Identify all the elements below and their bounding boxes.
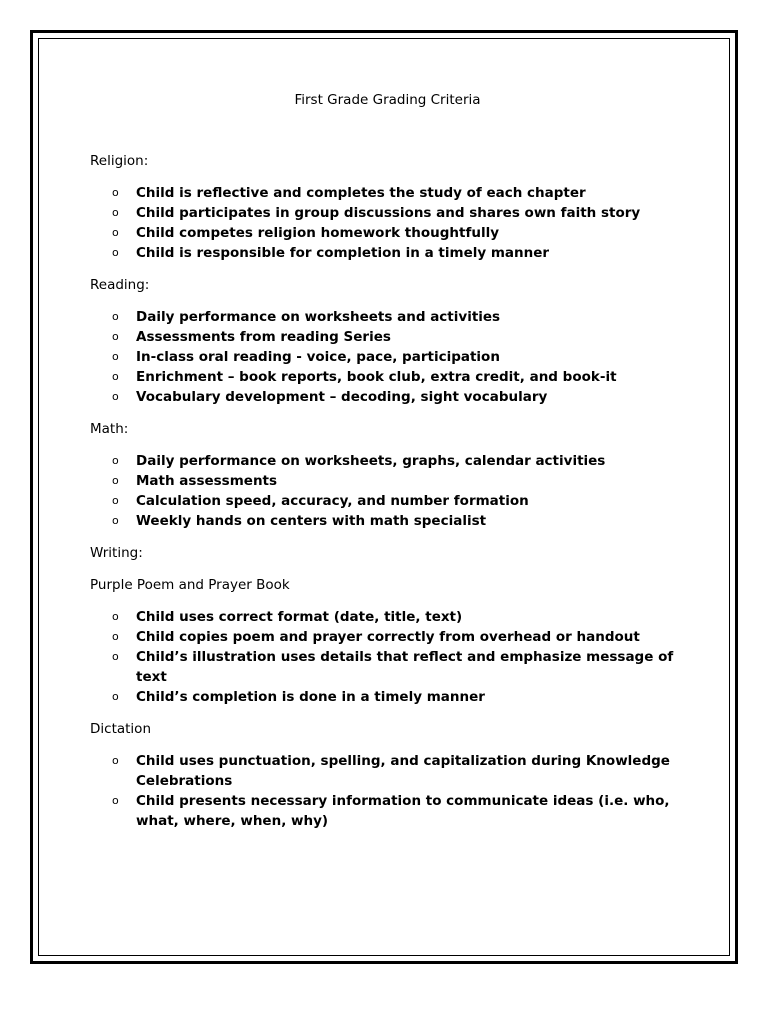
list-item xyxy=(90,627,690,647)
circle-bullet-icon: o xyxy=(112,350,119,363)
list-item xyxy=(90,243,690,263)
circle-bullet-icon: o xyxy=(112,690,119,703)
section-heading: Religion: xyxy=(90,153,149,169)
list-item-text: Child uses punctuation, spelling, and capitalization during Knowledge Celebrations xyxy=(136,753,670,789)
bullet-list xyxy=(90,183,690,263)
section-heading: Dictation xyxy=(90,721,151,737)
list-item-text: Child copies poem and prayer correctly from overhead or handout xyxy=(136,629,640,645)
list-item-text: Vocabulary development – decoding, sight vocabulary xyxy=(136,389,548,405)
list-item-text: Child competes religion homework thoughtfully xyxy=(136,225,499,241)
list-item-text: Calculation speed, accuracy, and number formation xyxy=(136,493,529,509)
circle-bullet-icon: o xyxy=(112,310,119,323)
list-item-text: Daily performance on worksheets and activities xyxy=(136,309,501,325)
bullet-list xyxy=(90,607,690,707)
circle-bullet-icon: o xyxy=(112,794,119,807)
list-item xyxy=(90,387,690,407)
document-body xyxy=(90,90,690,843)
circle-bullet-icon: o xyxy=(112,226,119,239)
list-item-text: Child’s completion is done in a timely manner xyxy=(136,689,485,705)
list-item-text: Child participates in group discussions and shares own faith story xyxy=(136,205,641,221)
section-heading: Purple Poem and Prayer Book xyxy=(90,577,290,593)
document-title: First Grade Grading Criteria xyxy=(294,92,481,108)
list-item xyxy=(90,687,690,707)
circle-bullet-icon: o xyxy=(112,610,119,623)
list-item-text: Assessments from reading Series xyxy=(136,329,391,345)
section-heading: Reading: xyxy=(90,277,150,293)
list-item xyxy=(90,647,690,687)
list-item xyxy=(90,183,690,203)
list-item xyxy=(90,223,690,243)
circle-bullet-icon: o xyxy=(112,246,119,259)
list-item-text: Math assessments xyxy=(136,473,278,489)
list-item-text: Child is responsible for completion in a timely manner xyxy=(136,245,550,261)
circle-bullet-icon: o xyxy=(112,330,119,343)
section-heading: Math: xyxy=(90,421,129,437)
circle-bullet-icon: o xyxy=(112,630,119,643)
list-item-text: Child is reflective and completes the study of each chapter xyxy=(136,185,586,201)
circle-bullet-icon: o xyxy=(112,514,119,527)
list-item-text: Child uses correct format (date, title, text) xyxy=(136,609,463,625)
list-item xyxy=(90,203,690,223)
section-heading: Writing: xyxy=(90,545,143,561)
list-item xyxy=(90,511,690,531)
sections-container xyxy=(90,151,690,831)
circle-bullet-icon: o xyxy=(112,474,119,487)
list-item xyxy=(90,471,690,491)
list-item xyxy=(90,751,690,791)
circle-bullet-icon: o xyxy=(112,454,119,467)
circle-bullet-icon: o xyxy=(112,186,119,199)
list-item-text: Enrichment – book reports, book club, extra credit, and book-it xyxy=(136,369,617,385)
list-item xyxy=(90,451,690,471)
list-item-text: In-class oral reading - voice, pace, participation xyxy=(136,349,500,365)
list-item-text: Child presents necessary information to communicate ideas (i.e. who, what, where, when, why) xyxy=(136,793,670,829)
list-item xyxy=(90,607,690,627)
circle-bullet-icon: o xyxy=(112,206,119,219)
circle-bullet-icon: o xyxy=(112,390,119,403)
bullet-list xyxy=(90,451,690,531)
circle-bullet-icon: o xyxy=(112,650,119,663)
circle-bullet-icon: o xyxy=(112,494,119,507)
list-item-text: Daily performance on worksheets, graphs, calendar activities xyxy=(136,453,606,469)
list-item xyxy=(90,791,690,831)
list-item-text: Weekly hands on centers with math specialist xyxy=(136,513,487,529)
list-item xyxy=(90,347,690,367)
circle-bullet-icon: o xyxy=(112,754,119,767)
circle-bullet-icon: o xyxy=(112,370,119,383)
list-item-text: Child’s illustration uses details that reflect and emphasize message of text xyxy=(136,649,674,685)
list-item xyxy=(90,367,690,387)
bullet-list xyxy=(90,751,690,831)
list-item xyxy=(90,491,690,511)
bullet-list xyxy=(90,307,690,407)
list-item xyxy=(90,307,690,327)
list-item xyxy=(90,327,690,347)
